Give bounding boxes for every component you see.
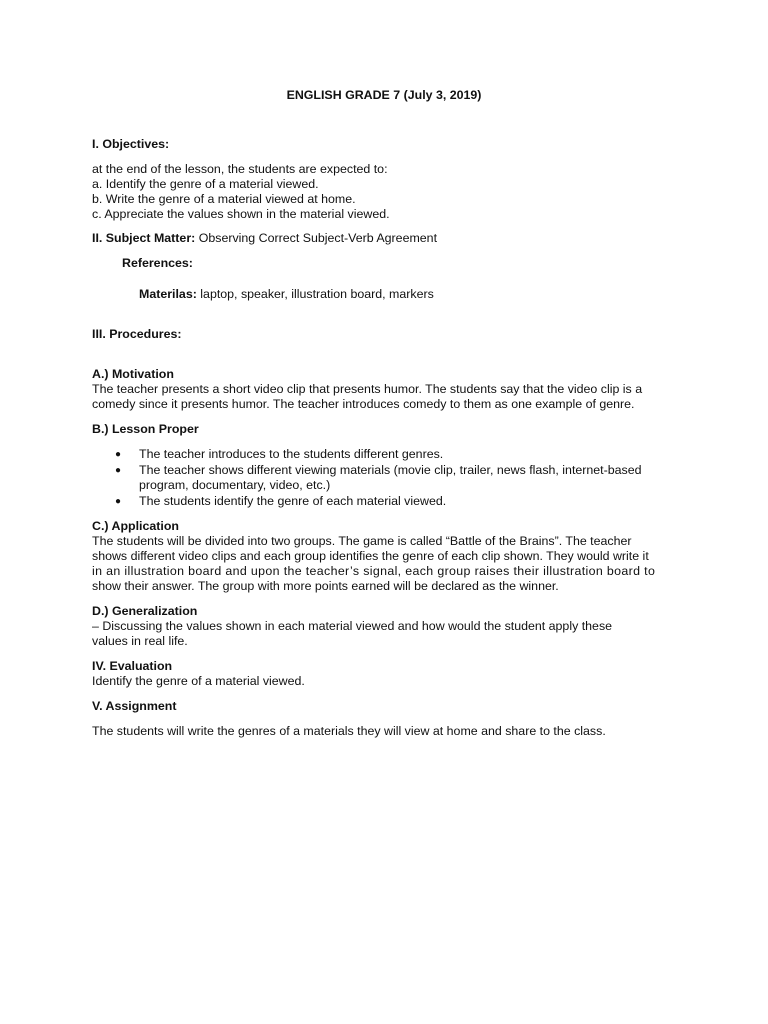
objective-c: c. Appreciate the values shown in the material viewed. (92, 207, 390, 221)
subject-matter (92, 231, 692, 246)
evaluation-heading: IV. Evaluation (92, 659, 173, 673)
document-title: ENGLISH GRADE 7 (July 3, 2019) (286, 88, 482, 102)
application-text (92, 534, 692, 594)
application-line: show their answer. The group with more points earned will be declared as the winner. (92, 579, 559, 593)
motivation-line: comedy since it presents humor. The teacher introduces comedy to them as one example of genre. (92, 397, 635, 411)
bullet-icon: ● (115, 449, 122, 460)
list-item-text: program, documentary, video, etc.) (139, 478, 331, 492)
list-item (92, 447, 692, 462)
evaluation-text: Identify the genre of a material viewed. (92, 674, 305, 688)
application-line: in an illustration board and upon the teacher’s signal, each group raises their illustration board to (92, 564, 656, 578)
subject-matter-value: Observing Correct Subject-Verb Agreement (195, 231, 438, 245)
objectives-intro: at the end of the lesson, the students are expected to: (92, 162, 388, 176)
objective-b: b. Write the genre of a material viewed at home. (92, 192, 356, 206)
assignment-text: The students will write the genres of a materials they will view at home and share to the class. (92, 724, 606, 738)
references-label: References: (122, 256, 193, 270)
motivation-heading: A.) Motivation (92, 367, 174, 381)
objectives-list (92, 162, 692, 222)
lesson-proper-list (92, 447, 692, 510)
list-item-text: The students identify the genre of each material viewed. (139, 494, 447, 508)
materials-label: Materilas: (139, 287, 197, 301)
generalization-heading: D.) Generalization (92, 604, 198, 618)
assignment-heading: V. Assignment (92, 699, 177, 713)
lesson-proper-heading: B.) Lesson Proper (92, 422, 199, 436)
motivation-line: The teacher presents a short video clip that presents humor. The students say that the video clip is a (92, 382, 643, 396)
list-item (92, 463, 692, 493)
materials (139, 287, 434, 302)
application-line: The students will be divided into two groups. The game is called “Battle of the Brains”. The teacher (92, 534, 632, 548)
objective-a: a. Identify the genre of a material viewed. (92, 177, 319, 191)
generalization-line: – Discussing the values shown in each material viewed and how would the student apply these (92, 619, 613, 633)
bullet-icon: ● (115, 496, 122, 507)
generalization-text (92, 619, 692, 649)
application-line: shows different video clips and each group identifies the genre of each clip shown. They would write it (92, 549, 649, 563)
list-item-text: The teacher shows different viewing materials (movie clip, trailer, news flash, internet-based (139, 463, 642, 477)
bullet-icon: ● (115, 465, 122, 476)
motivation-text (92, 382, 692, 412)
subject-matter-label: II. Subject Matter: (92, 231, 196, 245)
generalization-line: values in real life. (92, 634, 188, 648)
list-item-text: The teacher introduces to the students different genres. (139, 447, 444, 461)
list-item (92, 494, 692, 509)
application-heading: C.) Application (92, 519, 179, 533)
procedures-heading: III. Procedures: (92, 327, 182, 341)
objectives-heading: I. Objectives: (92, 137, 170, 151)
materials-value: laptop, speaker, illustration board, markers (196, 287, 434, 301)
